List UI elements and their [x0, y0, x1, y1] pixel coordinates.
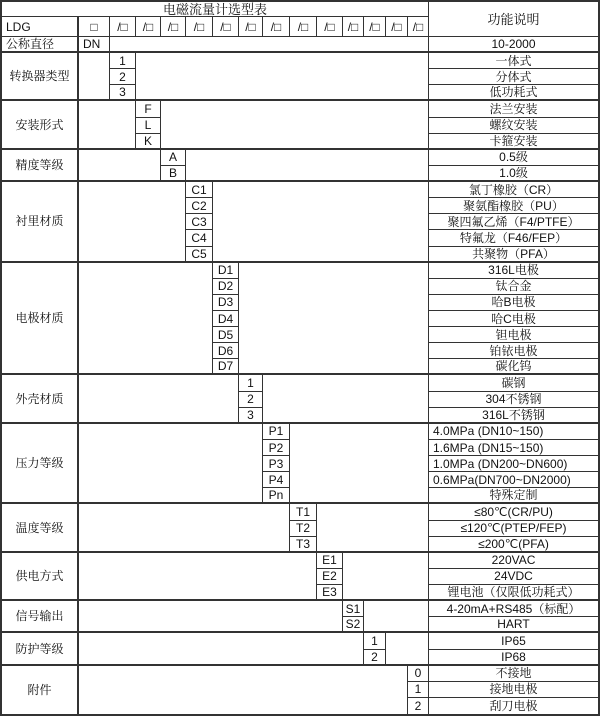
- model-digit-box: /□: [364, 17, 386, 37]
- code-cell: P3: [263, 456, 290, 472]
- model-digit-box: /□: [161, 17, 186, 37]
- function-desc: 钽电极: [429, 327, 598, 343]
- code-cell: 2: [110, 69, 136, 85]
- code-cell: 2: [408, 698, 429, 714]
- model-digit-box: /□: [213, 17, 239, 37]
- function-desc: IP65: [429, 633, 598, 649]
- filler: [386, 633, 429, 665]
- code-cell: 1: [239, 375, 263, 391]
- filler: [79, 53, 110, 101]
- function-desc: 10-2000: [429, 37, 598, 53]
- code-cell: D6: [213, 343, 239, 359]
- function-desc: 法兰安装: [429, 101, 598, 117]
- filler: [110, 37, 429, 53]
- code-cell: 3: [239, 408, 263, 424]
- code-cell: E3: [317, 585, 343, 601]
- code-cell: C2: [186, 198, 213, 214]
- filler: [79, 375, 239, 423]
- code-cell: L: [136, 118, 161, 134]
- code-cell: D5: [213, 327, 239, 343]
- filler: [79, 101, 136, 149]
- filler: [317, 504, 429, 552]
- category-label: 安装形式: [2, 101, 79, 149]
- code-cell: E2: [317, 569, 343, 585]
- function-desc: 1.0级: [429, 166, 598, 182]
- code-cell: C1: [186, 182, 213, 198]
- filler: [79, 601, 343, 633]
- code-cell: S2: [343, 617, 364, 633]
- code-cell: D2: [213, 279, 239, 295]
- function-desc: 氯丁橡胶（CR）: [429, 182, 598, 198]
- function-desc: 不接地: [429, 666, 598, 682]
- function-desc: 钛合金: [429, 279, 598, 295]
- category-label: 防护等级: [2, 633, 79, 665]
- function-desc: 304不锈钢: [429, 392, 598, 408]
- code-cell: 1: [364, 633, 386, 649]
- function-desc: 卡箍安装: [429, 134, 598, 150]
- model-digit-box: /□: [408, 17, 429, 37]
- function-desc: 哈C电极: [429, 311, 598, 327]
- filler: [161, 101, 429, 149]
- code-cell: P1: [263, 424, 290, 440]
- code-cell: A: [161, 150, 186, 166]
- function-desc: 特氟龙（F46/FEP）: [429, 230, 598, 246]
- filler: [79, 182, 186, 263]
- code-cell: D4: [213, 311, 239, 327]
- function-desc: 聚四氟乙烯（F4/PTFE）: [429, 214, 598, 230]
- function-desc: ≤200℃(PFA): [429, 537, 598, 553]
- filler: [263, 375, 429, 423]
- function-desc: 分体式: [429, 69, 598, 85]
- function-desc: 聚氨酯橡胶（PU）: [429, 198, 598, 214]
- category-label: 电极材质: [2, 263, 79, 376]
- function-desc: 316L不锈钢: [429, 408, 598, 424]
- function-desc: HART: [429, 617, 598, 633]
- category-label: 供电方式: [2, 553, 79, 601]
- filler: [79, 504, 290, 552]
- function-desc: 316L电极: [429, 263, 598, 279]
- code-cell: B: [161, 166, 186, 182]
- filler: [213, 182, 429, 263]
- code-cell: 1: [110, 53, 136, 69]
- filler: [79, 263, 213, 376]
- function-desc: 螺纹安装: [429, 118, 598, 134]
- code-cell: DN: [79, 37, 110, 53]
- model-digit-box: /□: [186, 17, 213, 37]
- code-cell: 2: [364, 650, 386, 666]
- category-label: 转换器类型: [2, 53, 79, 101]
- code-cell: C4: [186, 230, 213, 246]
- function-desc: 0.5级: [429, 150, 598, 166]
- model-digit-box: /□: [386, 17, 408, 37]
- code-cell: C5: [186, 247, 213, 263]
- model-digit-box: /□: [343, 17, 364, 37]
- function-desc: 哈B电极: [429, 295, 598, 311]
- category-label: 附件: [2, 666, 79, 714]
- function-desc: 220VAC: [429, 553, 598, 569]
- function-desc: 锂电池（仅限低功耗式）: [429, 585, 598, 601]
- code-cell: E1: [317, 553, 343, 569]
- function-desc: 低功耗式: [429, 85, 598, 101]
- model-digit-box: /□: [110, 17, 136, 37]
- model-box: □: [79, 17, 110, 37]
- function-desc: 接地电极: [429, 682, 598, 698]
- filler: [239, 263, 429, 376]
- category-label: 信号输出: [2, 601, 79, 633]
- code-cell: Pn: [263, 488, 290, 504]
- function-column-header: 功能说明: [429, 2, 598, 37]
- code-cell: K: [136, 134, 161, 150]
- model-digit-box: /□: [239, 17, 263, 37]
- function-desc: 4.0MPa (DN10~150): [429, 424, 598, 440]
- filler: [343, 553, 429, 601]
- filler: [79, 666, 408, 714]
- code-cell: D1: [213, 263, 239, 279]
- filler: [290, 424, 429, 505]
- function-desc: IP68: [429, 650, 598, 666]
- filler: [79, 424, 263, 505]
- filler: [79, 633, 364, 665]
- filler: [136, 53, 429, 101]
- function-desc: 4-20mA+RS485（标配）: [429, 601, 598, 617]
- function-desc: 0.6MPa(DN700~DN2000): [429, 472, 598, 488]
- code-cell: T1: [290, 504, 317, 520]
- category-label: 精度等级: [2, 150, 79, 182]
- code-cell: D7: [213, 359, 239, 375]
- function-desc: 1.0MPa (DN200~DN600): [429, 456, 598, 472]
- function-desc: 一体式: [429, 53, 598, 69]
- function-desc: 1.6MPa (DN15~150): [429, 440, 598, 456]
- model-digit-box: /□: [136, 17, 161, 37]
- filler: [79, 150, 161, 182]
- table-title: 电磁流量计选型表: [2, 2, 429, 17]
- category-label: 温度等级: [2, 504, 79, 552]
- function-desc: 碳钢: [429, 375, 598, 391]
- function-desc: 特殊定制: [429, 488, 598, 504]
- model-digit-box: /□: [263, 17, 290, 37]
- code-cell: T3: [290, 537, 317, 553]
- category-label: 外壳材质: [2, 375, 79, 423]
- code-cell: T2: [290, 521, 317, 537]
- function-desc: ≤80℃(CR/PU): [429, 504, 598, 520]
- filler: [79, 553, 317, 601]
- code-cell: 2: [239, 392, 263, 408]
- code-cell: S1: [343, 601, 364, 617]
- function-desc: 刮刀电极: [489, 698, 538, 713]
- code-cell: 3: [110, 85, 136, 101]
- code-cell: C3: [186, 214, 213, 230]
- code-cell: F: [136, 101, 161, 117]
- function-desc: 铂铱电极: [429, 343, 598, 359]
- category-label: 压力等级: [2, 424, 79, 505]
- category-label: 公称直径: [2, 37, 79, 53]
- function-desc: ≤120℃(PTEP/FEP): [429, 521, 598, 537]
- filler: [186, 150, 429, 182]
- code-cell: P2: [263, 440, 290, 456]
- model-prefix: LDG: [2, 17, 79, 37]
- model-digit-box: /□: [317, 17, 343, 37]
- model-digit-box: /□: [290, 17, 317, 37]
- code-cell: P4: [263, 472, 290, 488]
- code-cell: D3: [213, 295, 239, 311]
- function-desc: 碳化钨: [429, 359, 598, 375]
- code-cell: 0: [408, 666, 429, 682]
- function-desc: 24VDC: [429, 569, 598, 585]
- filler: [364, 601, 429, 633]
- code-cell: 1: [408, 682, 429, 698]
- category-label: 衬里材质: [2, 182, 79, 263]
- function-desc: 共聚物（PFA）: [429, 247, 598, 263]
